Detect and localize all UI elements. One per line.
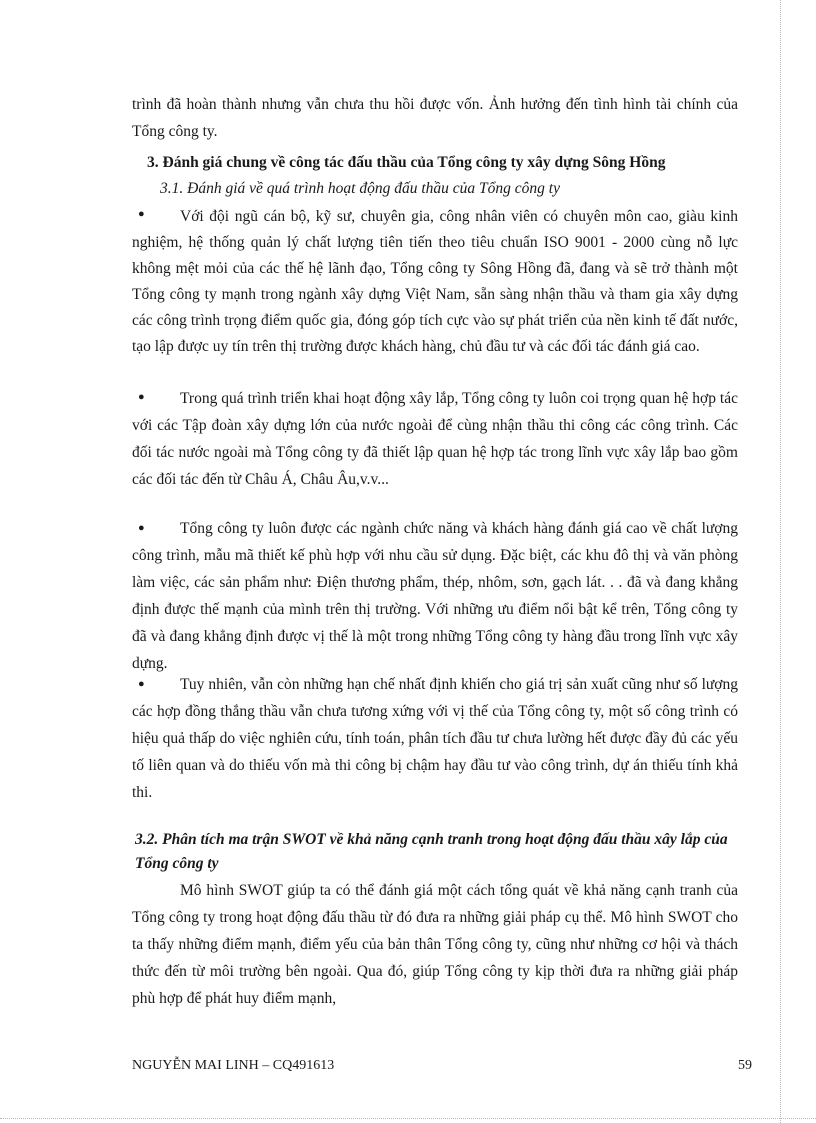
bullet-paragraph-3 <box>132 515 738 677</box>
bullet-text-3: Tổng công ty luôn được các ngành chức năng và khách hàng đánh giá cao về chất lượng công trình, mẫu mã thiết kế phù hợp với nhu cầu sử dụng. Đặc biệt, các khu đô thị và văn phòng làm việc, các sản phẩm như: Điện thương phẩm, thép, nhôm, sơn, gạch lát. . . đã và đang khẳng định được thế mạnh của mình trên thị trường. Với những ưu điểm nổi bật kể trên, Tổng công ty đã và đang khẳng định được vị thế là một trong những Tổng công ty hàng đầu trong lĩnh vực xây dựng. <box>132 520 738 672</box>
bullet-text-2: Trong quá trình triển khai hoạt động xây lắp, Tổng công ty luôn coi trọng quan hệ hợp tác với các Tập đoàn xây dựng lớn của nước ngoài để cùng nhận thầu thi công các công trình. Các đối tác nước ngoài mà Tổng công ty đã thiết lập quan hệ hợp tác trong lĩnh vực xây lắp bao gồm các đối tác đến từ Châu Á, Châu Âu,v.v... <box>132 390 738 488</box>
intro-paragraph: trình đã hoàn thành nhưng vẫn chưa thu hồi được vốn. Ảnh hưởng đến tình hình tài chính của Tổng công ty. <box>132 96 738 140</box>
bullet-text-4: Tuy nhiên, vẫn còn những hạn chế nhất định khiến cho giá trị sản xuất cũng như số lượng các hợp đồng thắng thầu vẫn chưa tương xứng với vị thế của Tổng công ty, một số công trình có hiệu quả thấp do việc nghiên cứu, tính toán, phân tích đầu tư chưa lường hết được đầy đủ các yếu tố liên quan và do thiếu vốn mà thi công bị chậm hay đầu tư vào công trình, dự án thiếu tính khả thi. <box>132 676 738 801</box>
heading-3-1: 3.1. Đánh giá về quá trình hoạt động đấu thầu của Tổng công ty <box>160 180 560 197</box>
heading-3-2: 3.2. Phân tích ma trận SWOT về khả năng cạnh tranh trong hoạt động đấu thầu xây lắp của Tổng công ty <box>135 831 728 872</box>
swot-paragraph <box>132 877 738 1012</box>
bullet-paragraph-1 <box>132 204 738 360</box>
page-number: 59 <box>738 1058 752 1073</box>
bullet-paragraph-4 <box>132 671 738 806</box>
heading-3: 3. Đánh giá chung về công tác đấu thầu của Tổng công ty xây dựng Sông Hồng <box>147 154 666 171</box>
page-border-right <box>780 0 781 1123</box>
swot-text: Mô hình SWOT giúp ta có thể đánh giá một cách tổng quát về khả năng cạnh tranh của Tổng công ty trong hoạt động đấu thầu từ đó đưa ra những giải pháp cụ thể. Mô hình SWOT cho ta thấy những điểm mạnh, điểm yếu của bản thân Tổng công ty, cũng như những cơ hội và thách thức đến từ môi trường bên ngoài. Qua đó, giúp Tổng công ty kịp thời đưa ra những giải pháp phù hợp để phát huy điểm mạnh, <box>132 882 738 1007</box>
bullet-icon: ● <box>138 208 145 220</box>
footer-author: NGUYỄN MAI LINH – CQ491613 <box>132 1058 335 1073</box>
bullet-icon: ● <box>138 522 145 534</box>
bullet-icon: ● <box>138 391 145 403</box>
bullet-paragraph-2 <box>132 385 738 493</box>
bullet-text-1: Với đội ngũ cán bộ, kỹ sư, chuyên gia, công nhân viên có chuyên môn cao, giàu kinh nghiệm, hệ thống quản lý chất lượng tiên tiến theo tiêu chuẩn ISO 9001 - 2000 cùng nỗ lực không mệt mỏi của các thế hệ lãnh đạo, Tổng công ty Sông Hồng đã, đang và sẽ trở thành một Tổng công ty mạnh trong ngành xây dựng Việt Nam, sẵn sàng nhận thầu và tham gia xây dựng các công trình trọng điểm quốc gia, đóng góp tích cực vào sự phát triển của nền kinh tế đất nước, tạo lập được uy tín trên thị trường được khách hàng, chủ đầu tư và các đối tác đánh giá cao. <box>132 208 738 355</box>
page-border-bottom <box>0 1118 816 1119</box>
bullet-icon: ● <box>138 678 145 690</box>
